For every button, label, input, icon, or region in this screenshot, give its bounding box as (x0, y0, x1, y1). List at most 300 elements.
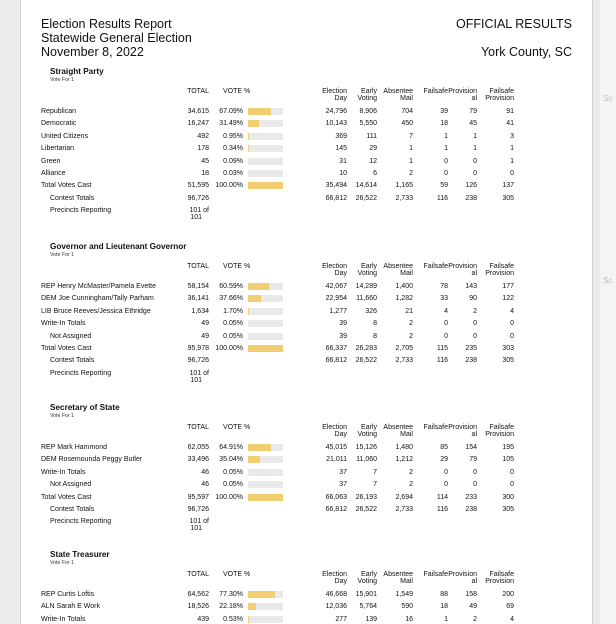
absentee-mail-votes: 2 (409, 170, 413, 177)
failsafe-provisional-votes: 4 (510, 615, 514, 623)
candidate-name: United Citizens (41, 132, 89, 140)
provisional-votes: 49 (469, 603, 477, 611)
race-section (21, 67, 593, 267)
col-header-election-day: Election (322, 88, 347, 95)
total-votes: 95,597 (187, 493, 209, 501)
provisional-votes: 1 (473, 145, 477, 153)
vote-share-bar (248, 295, 283, 302)
vote-percent: 22.18% (219, 603, 243, 611)
failsafe-provisional-votes: 0 (510, 170, 514, 177)
provisional-votes: 0 (473, 332, 477, 340)
absentee-mail-votes: 2 (409, 332, 413, 340)
election-day-votes: 24,796 (325, 108, 347, 115)
total-votes: 33,496 (187, 456, 209, 464)
candidate-name: Total Votes Cast (41, 493, 92, 501)
failsafe-votes: 0 (444, 157, 448, 165)
vote-percent: 60.59% (219, 283, 243, 290)
provisional-votes: 0 (473, 320, 477, 328)
col-header-failsafe-provisional: Failsafe (489, 571, 514, 578)
vote-share-fill (248, 456, 260, 463)
absentee-mail-votes: 1,480 (395, 444, 413, 451)
vote-share-bar (248, 481, 283, 488)
failsafe-provisional-votes: 137 (502, 182, 514, 190)
failsafe-provisional-votes: 69 (506, 603, 514, 611)
col-header-vote-pct: VOTE % (223, 263, 251, 270)
vote-percent: 0.05% (223, 332, 243, 340)
vote-percent: 37.66% (219, 295, 243, 303)
col-header-absentee-mail: Mail (400, 431, 413, 438)
election-day-votes: 145 (335, 145, 347, 153)
failsafe-votes: 33 (440, 295, 448, 303)
failsafe-provisional-votes: 200 (502, 591, 514, 598)
candidate-name: REP Henry McMaster/Pamela Evette (41, 283, 157, 290)
failsafe-votes: 29 (440, 456, 448, 464)
candidate-name: Not Assigned (50, 481, 92, 489)
candidate-name: ALN Sarah E Work (41, 603, 101, 611)
failsafe-votes: 88 (440, 591, 448, 598)
failsafe-votes: 0 (444, 468, 448, 476)
total-votes: 46 (201, 468, 209, 476)
col-header-failsafe-provisional: Provision (485, 431, 514, 438)
provisional-votes: 2 (473, 307, 477, 315)
adjacent-page-text: Sc (603, 94, 613, 103)
failsafe-votes: 4 (444, 307, 448, 315)
election-day-votes: 45,015 (325, 444, 347, 451)
col-header-early-voting: Early (361, 263, 377, 270)
early-voting-votes: 15,901 (355, 591, 377, 598)
col-header-election-day: Election (322, 263, 347, 270)
race-title: Secretary of State (50, 403, 120, 412)
vote-percent: 77.30% (219, 591, 243, 598)
candidate-name: Democratic (41, 120, 77, 128)
col-header-failsafe-provisional: Failsafe (489, 424, 514, 431)
total-votes: 49 (201, 332, 209, 340)
col-header-early-voting: Voting (357, 431, 377, 438)
provisional-votes: 238 (465, 357, 477, 365)
race-subtitle: Vote For 1 (50, 560, 74, 566)
col-header-absentee-mail: Absentee (383, 263, 413, 270)
early-voting-votes: 5,550 (359, 120, 377, 128)
failsafe-provisional-votes: 305 (502, 357, 514, 365)
failsafe-votes: 0 (444, 170, 448, 177)
election-day-votes: 66,063 (325, 493, 347, 501)
vote-percent: 67.09% (219, 108, 243, 115)
vote-share-fill (248, 603, 256, 610)
failsafe-votes: 115 (436, 345, 448, 352)
candidate-name: Write-In Totals (41, 468, 86, 476)
race-section (21, 550, 593, 624)
race-subtitle: Vote For 1 (50, 77, 74, 83)
failsafe-votes: 1 (444, 145, 448, 153)
vote-percent: 0.34% (223, 145, 243, 153)
col-header-provisional: Provision (448, 88, 477, 95)
early-voting-votes: 14,289 (355, 283, 377, 290)
col-header-provisional: al (471, 431, 477, 438)
vote-share-fill (248, 345, 283, 352)
election-day-votes: 42,067 (325, 283, 347, 290)
col-header-early-voting: Early (361, 571, 377, 578)
failsafe-votes: 1 (444, 132, 448, 140)
total-votes: 36,141 (187, 295, 209, 303)
vote-percent: 64.91% (219, 444, 243, 451)
absentee-mail-votes: 450 (401, 120, 413, 128)
election-day-votes: 10 (339, 170, 347, 177)
election-day-votes: 1,277 (329, 307, 347, 315)
provisional-votes: 158 (465, 591, 477, 598)
candidate-name: Contest Totals (50, 506, 95, 513)
vote-percent: 100.00% (215, 345, 243, 352)
vote-share-bar (248, 133, 283, 140)
total-votes: 96,726 (187, 194, 209, 202)
candidate-name: Precincts Reporting (50, 207, 112, 215)
col-header-provisional: al (471, 270, 477, 277)
provisional-votes: 235 (465, 345, 477, 352)
early-voting-votes: 26,283 (355, 345, 377, 352)
early-voting-votes: 11,060 (356, 456, 377, 464)
election-day-votes: 21,011 (326, 456, 347, 464)
election-day-votes: 12,036 (325, 603, 347, 611)
total-votes: 96,726 (187, 357, 209, 365)
vote-share-fill (248, 308, 249, 315)
col-header-failsafe-provisional: Failsafe (489, 88, 514, 95)
vote-percent: 0.03% (223, 170, 243, 177)
failsafe-provisional-votes: 4 (510, 307, 514, 315)
failsafe-provisional-votes: 303 (502, 345, 514, 352)
col-header-election-day: Day (334, 431, 347, 438)
col-header-vote-pct: VOTE % (223, 571, 251, 578)
col-header-vote-pct: VOTE % (223, 88, 251, 95)
early-voting-votes: 8 (373, 332, 377, 340)
absentee-mail-votes: 704 (401, 108, 413, 115)
candidate-name: Precincts Reporting (50, 518, 112, 526)
total-votes: 101 of (189, 518, 209, 526)
total-votes: 96,726 (187, 506, 209, 513)
failsafe-provisional-votes: 91 (506, 108, 514, 115)
absentee-mail-votes: 1,212 (395, 456, 413, 464)
vote-share-fill (248, 108, 271, 115)
early-voting-votes: 6 (373, 170, 377, 177)
failsafe-provisional-votes: 3 (510, 132, 514, 140)
early-voting-votes: 15,126 (355, 444, 377, 451)
provisional-votes: 238 (465, 194, 477, 202)
absentee-mail-votes: 7 (409, 132, 413, 140)
election-name: Statewide General Election (41, 31, 192, 45)
col-header-failsafe: Failsafe (423, 263, 448, 270)
failsafe-provisional-votes: 195 (502, 444, 514, 451)
absentee-mail-votes: 2,694 (395, 493, 413, 501)
election-day-votes: 10,143 (325, 120, 347, 128)
election-day-votes: 46,668 (325, 591, 347, 598)
provisional-votes: 154 (465, 444, 477, 451)
total-votes: 18,526 (187, 603, 209, 611)
absentee-mail-votes: 2,733 (395, 506, 413, 513)
col-header-absentee-mail: Mail (400, 578, 413, 585)
col-header-early-voting: Early (361, 88, 377, 95)
candidate-name: Republican (41, 108, 77, 115)
election-day-votes: 369 (335, 132, 347, 140)
provisional-votes: 0 (473, 468, 477, 476)
absentee-mail-votes: 21 (405, 307, 413, 315)
col-header-provisional: Provision (448, 571, 477, 578)
total-votes: 101 (190, 214, 202, 222)
failsafe-provisional-votes: 305 (502, 506, 514, 513)
election-day-votes: 66,812 (325, 357, 347, 365)
col-header-provisional: Provision (448, 424, 477, 431)
candidate-name: Write-In Totals (41, 320, 86, 328)
candidate-name: Total Votes Cast (41, 182, 92, 190)
election-day-votes: 66,337 (325, 345, 347, 352)
early-voting-votes: 7 (373, 468, 377, 476)
early-voting-votes: 8,906 (359, 108, 377, 115)
vote-percent: 0.05% (223, 481, 243, 489)
col-header-election-day: Day (334, 578, 347, 585)
col-header-failsafe-provisional: Provision (485, 95, 514, 102)
provisional-votes: 0 (473, 157, 477, 165)
col-header-vote-pct: VOTE % (223, 424, 251, 431)
candidate-name: LIB Bruce Reeves/Jessica Ethridge (41, 307, 151, 315)
total-votes: 58,154 (187, 283, 209, 290)
col-header-failsafe-provisional: Failsafe (489, 263, 514, 270)
failsafe-provisional-votes: 305 (502, 194, 514, 202)
absentee-mail-votes: 2 (409, 468, 413, 476)
col-header-early-voting: Early (361, 424, 377, 431)
failsafe-votes: 116 (436, 357, 448, 365)
total-votes: 101 (190, 525, 202, 533)
absentee-mail-votes: 2,733 (395, 194, 413, 202)
candidate-name: Green (41, 157, 61, 165)
vote-share-bar (248, 108, 283, 115)
candidate-name: REP Curtis Loftis (41, 591, 95, 598)
vote-share-bar (248, 616, 283, 623)
col-header-election-day: Election (322, 571, 347, 578)
early-voting-votes: 26,522 (355, 194, 377, 202)
candidate-name: Contest Totals (50, 194, 95, 202)
vote-share-bar (248, 182, 283, 189)
candidate-name: DEM Joe Cunningham/Tally Parham (41, 295, 154, 303)
report-title: Election Results Report (41, 17, 172, 31)
total-votes: 49 (201, 320, 209, 328)
failsafe-votes: 0 (444, 481, 448, 489)
early-voting-votes: 29 (369, 145, 377, 153)
total-votes: 101 (190, 376, 202, 384)
provisional-votes: 79 (469, 108, 477, 115)
col-header-election-day: Election (322, 424, 347, 431)
race-title: Straight Party (50, 67, 104, 76)
provisional-votes: 0 (473, 170, 477, 177)
total-votes: 1,634 (191, 307, 209, 315)
election-day-votes: 22,954 (325, 295, 347, 303)
vote-share-bar (248, 308, 283, 315)
race-subtitle: Vote For 1 (50, 413, 74, 419)
total-votes: 51,595 (187, 182, 209, 190)
candidate-name: Write-In Totals (41, 615, 86, 623)
vote-percent: 100.00% (215, 493, 243, 501)
failsafe-votes: 1 (444, 615, 448, 623)
provisional-votes: 126 (465, 182, 477, 190)
absentee-mail-votes: 1,282 (395, 295, 413, 303)
failsafe-provisional-votes: 1 (510, 157, 514, 165)
election-day-votes: 31 (339, 157, 347, 165)
provisional-votes: 45 (469, 120, 477, 128)
provisional-votes: 143 (465, 283, 477, 290)
total-votes: 101 of (189, 207, 209, 215)
col-header-absentee-mail: Mail (400, 95, 413, 102)
vote-percent: 0.53% (223, 615, 243, 623)
total-votes: 64,562 (187, 591, 209, 598)
failsafe-votes: 59 (440, 182, 448, 190)
provisional-votes: 90 (469, 295, 477, 303)
absentee-mail-votes: 2 (409, 320, 413, 328)
failsafe-provisional-votes: 105 (502, 456, 514, 464)
total-votes: 101 of (189, 369, 209, 377)
failsafe-provisional-votes: 41 (506, 120, 514, 128)
vote-share-fill (248, 182, 283, 189)
vote-percent: 0.95% (223, 132, 243, 140)
vote-share-bar (248, 320, 283, 327)
race-title: Governor and Lieutenant Governor (50, 242, 187, 251)
absentee-mail-votes: 590 (401, 603, 413, 611)
col-header-failsafe-provisional: Provision (485, 578, 514, 585)
col-header-absentee-mail: Mail (400, 270, 413, 277)
failsafe-votes: 0 (444, 320, 448, 328)
election-day-votes: 277 (335, 615, 347, 623)
vote-share-bar (248, 170, 283, 177)
candidate-name: REP Mark Hammond (41, 444, 108, 451)
col-header-failsafe-provisional: Provision (485, 270, 514, 277)
vote-percent: 0.05% (223, 468, 243, 476)
total-votes: 95,978 (187, 345, 209, 352)
failsafe-provisional-votes: 122 (502, 295, 514, 303)
col-header-absentee-mail: Absentee (383, 571, 413, 578)
failsafe-votes: 0 (444, 332, 448, 340)
vote-percent: 35.04% (219, 456, 243, 464)
failsafe-votes: 116 (436, 506, 448, 513)
col-header-failsafe: Failsafe (423, 424, 448, 431)
failsafe-votes: 18 (440, 603, 448, 611)
vote-share-bar (248, 494, 283, 501)
absentee-mail-votes: 1,400 (395, 283, 413, 290)
vote-percent: 1.70% (223, 307, 243, 315)
election-day-votes: 39 (339, 320, 347, 328)
failsafe-provisional-votes: 0 (510, 481, 514, 489)
provisional-votes: 238 (465, 506, 477, 513)
col-header-election-day: Day (334, 270, 347, 277)
early-voting-votes: 111 (366, 132, 377, 140)
vote-share-fill (248, 295, 261, 302)
vote-share-fill (248, 120, 259, 127)
candidate-name: Precincts Reporting (50, 369, 112, 377)
vote-percent: 0.09% (223, 157, 243, 165)
early-voting-votes: 11,660 (356, 295, 377, 303)
vote-share-bar (248, 345, 283, 352)
col-header-absentee-mail: Absentee (383, 88, 413, 95)
vote-share-bar (248, 145, 283, 152)
vote-share-bar (248, 283, 283, 290)
race-title: State Treasurer (50, 550, 110, 559)
col-header-failsafe: Failsafe (423, 571, 448, 578)
early-voting-votes: 26,522 (355, 506, 377, 513)
failsafe-provisional-votes: 300 (502, 493, 514, 501)
early-voting-votes: 14,614 (355, 182, 377, 190)
election-day-votes: 66,812 (325, 194, 347, 202)
election-day-votes: 37 (339, 481, 347, 489)
total-votes: 62,055 (187, 444, 209, 451)
provisional-votes: 233 (465, 493, 477, 501)
vote-share-fill (248, 591, 275, 598)
failsafe-votes: 78 (440, 283, 448, 290)
absentee-mail-votes: 2,705 (395, 345, 413, 352)
total-votes: 439 (197, 615, 209, 623)
adjacent-page-text: Sc (603, 276, 613, 285)
report-page (20, 0, 593, 624)
failsafe-provisional-votes: 0 (510, 332, 514, 340)
total-votes: 45 (201, 157, 209, 165)
failsafe-votes: 114 (436, 493, 448, 501)
election-day-votes: 37 (339, 468, 347, 476)
election-date: November 8, 2022 (41, 45, 144, 59)
failsafe-votes: 39 (440, 108, 448, 115)
vote-share-fill (248, 444, 271, 451)
failsafe-votes: 85 (440, 444, 448, 451)
candidate-name: Alliance (41, 170, 66, 177)
early-voting-votes: 12 (369, 157, 377, 165)
vote-percent: 31.49% (219, 120, 243, 128)
vote-percent: 100.00% (215, 182, 243, 190)
candidate-name: Total Votes Cast (41, 345, 92, 352)
candidate-name: Not Assigned (50, 332, 92, 340)
failsafe-provisional-votes: 177 (502, 283, 514, 290)
provisional-votes: 1 (473, 132, 477, 140)
failsafe-votes: 18 (440, 120, 448, 128)
early-voting-votes: 5,764 (359, 603, 377, 611)
total-votes: 16,247 (187, 120, 209, 128)
provisional-votes: 79 (469, 456, 477, 464)
candidate-name: Contest Totals (50, 357, 95, 365)
candidate-name: Libertarian (41, 145, 75, 153)
official-results-label: OFFICIAL RESULTS (456, 17, 572, 31)
col-header-early-voting: Voting (357, 95, 377, 102)
absentee-mail-votes: 1,165 (395, 182, 413, 190)
vote-share-bar (248, 469, 283, 476)
total-votes: 492 (197, 132, 209, 140)
election-day-votes: 66,812 (325, 506, 347, 513)
election-day-votes: 39 (339, 332, 347, 340)
early-voting-votes: 326 (365, 307, 377, 315)
early-voting-votes: 139 (365, 615, 377, 623)
absentee-mail-votes: 1 (409, 145, 413, 153)
col-header-provisional: Provision (448, 263, 477, 270)
vote-share-bar (248, 444, 283, 451)
total-votes: 178 (197, 145, 209, 153)
col-header-failsafe: Failsafe (423, 88, 448, 95)
provisional-votes: 0 (473, 481, 477, 489)
vote-percent: 0.05% (223, 320, 243, 328)
total-votes: 46 (201, 481, 209, 489)
col-header-provisional: al (471, 578, 477, 585)
col-header-total: TOTAL (187, 263, 209, 270)
col-header-early-voting: Voting (357, 270, 377, 277)
county-name: York County, SC (480, 45, 572, 59)
failsafe-provisional-votes: 0 (510, 320, 514, 328)
absentee-mail-votes: 2 (409, 481, 413, 489)
total-votes: 34,615 (187, 108, 209, 115)
early-voting-votes: 8 (373, 320, 377, 328)
vote-share-fill (248, 494, 283, 501)
race-subtitle: Vote For 1 (50, 252, 74, 258)
total-votes: 18 (201, 170, 209, 177)
candidate-name: DEM Rosemounda Peggy Butler (41, 456, 143, 464)
failsafe-votes: 116 (436, 194, 448, 202)
